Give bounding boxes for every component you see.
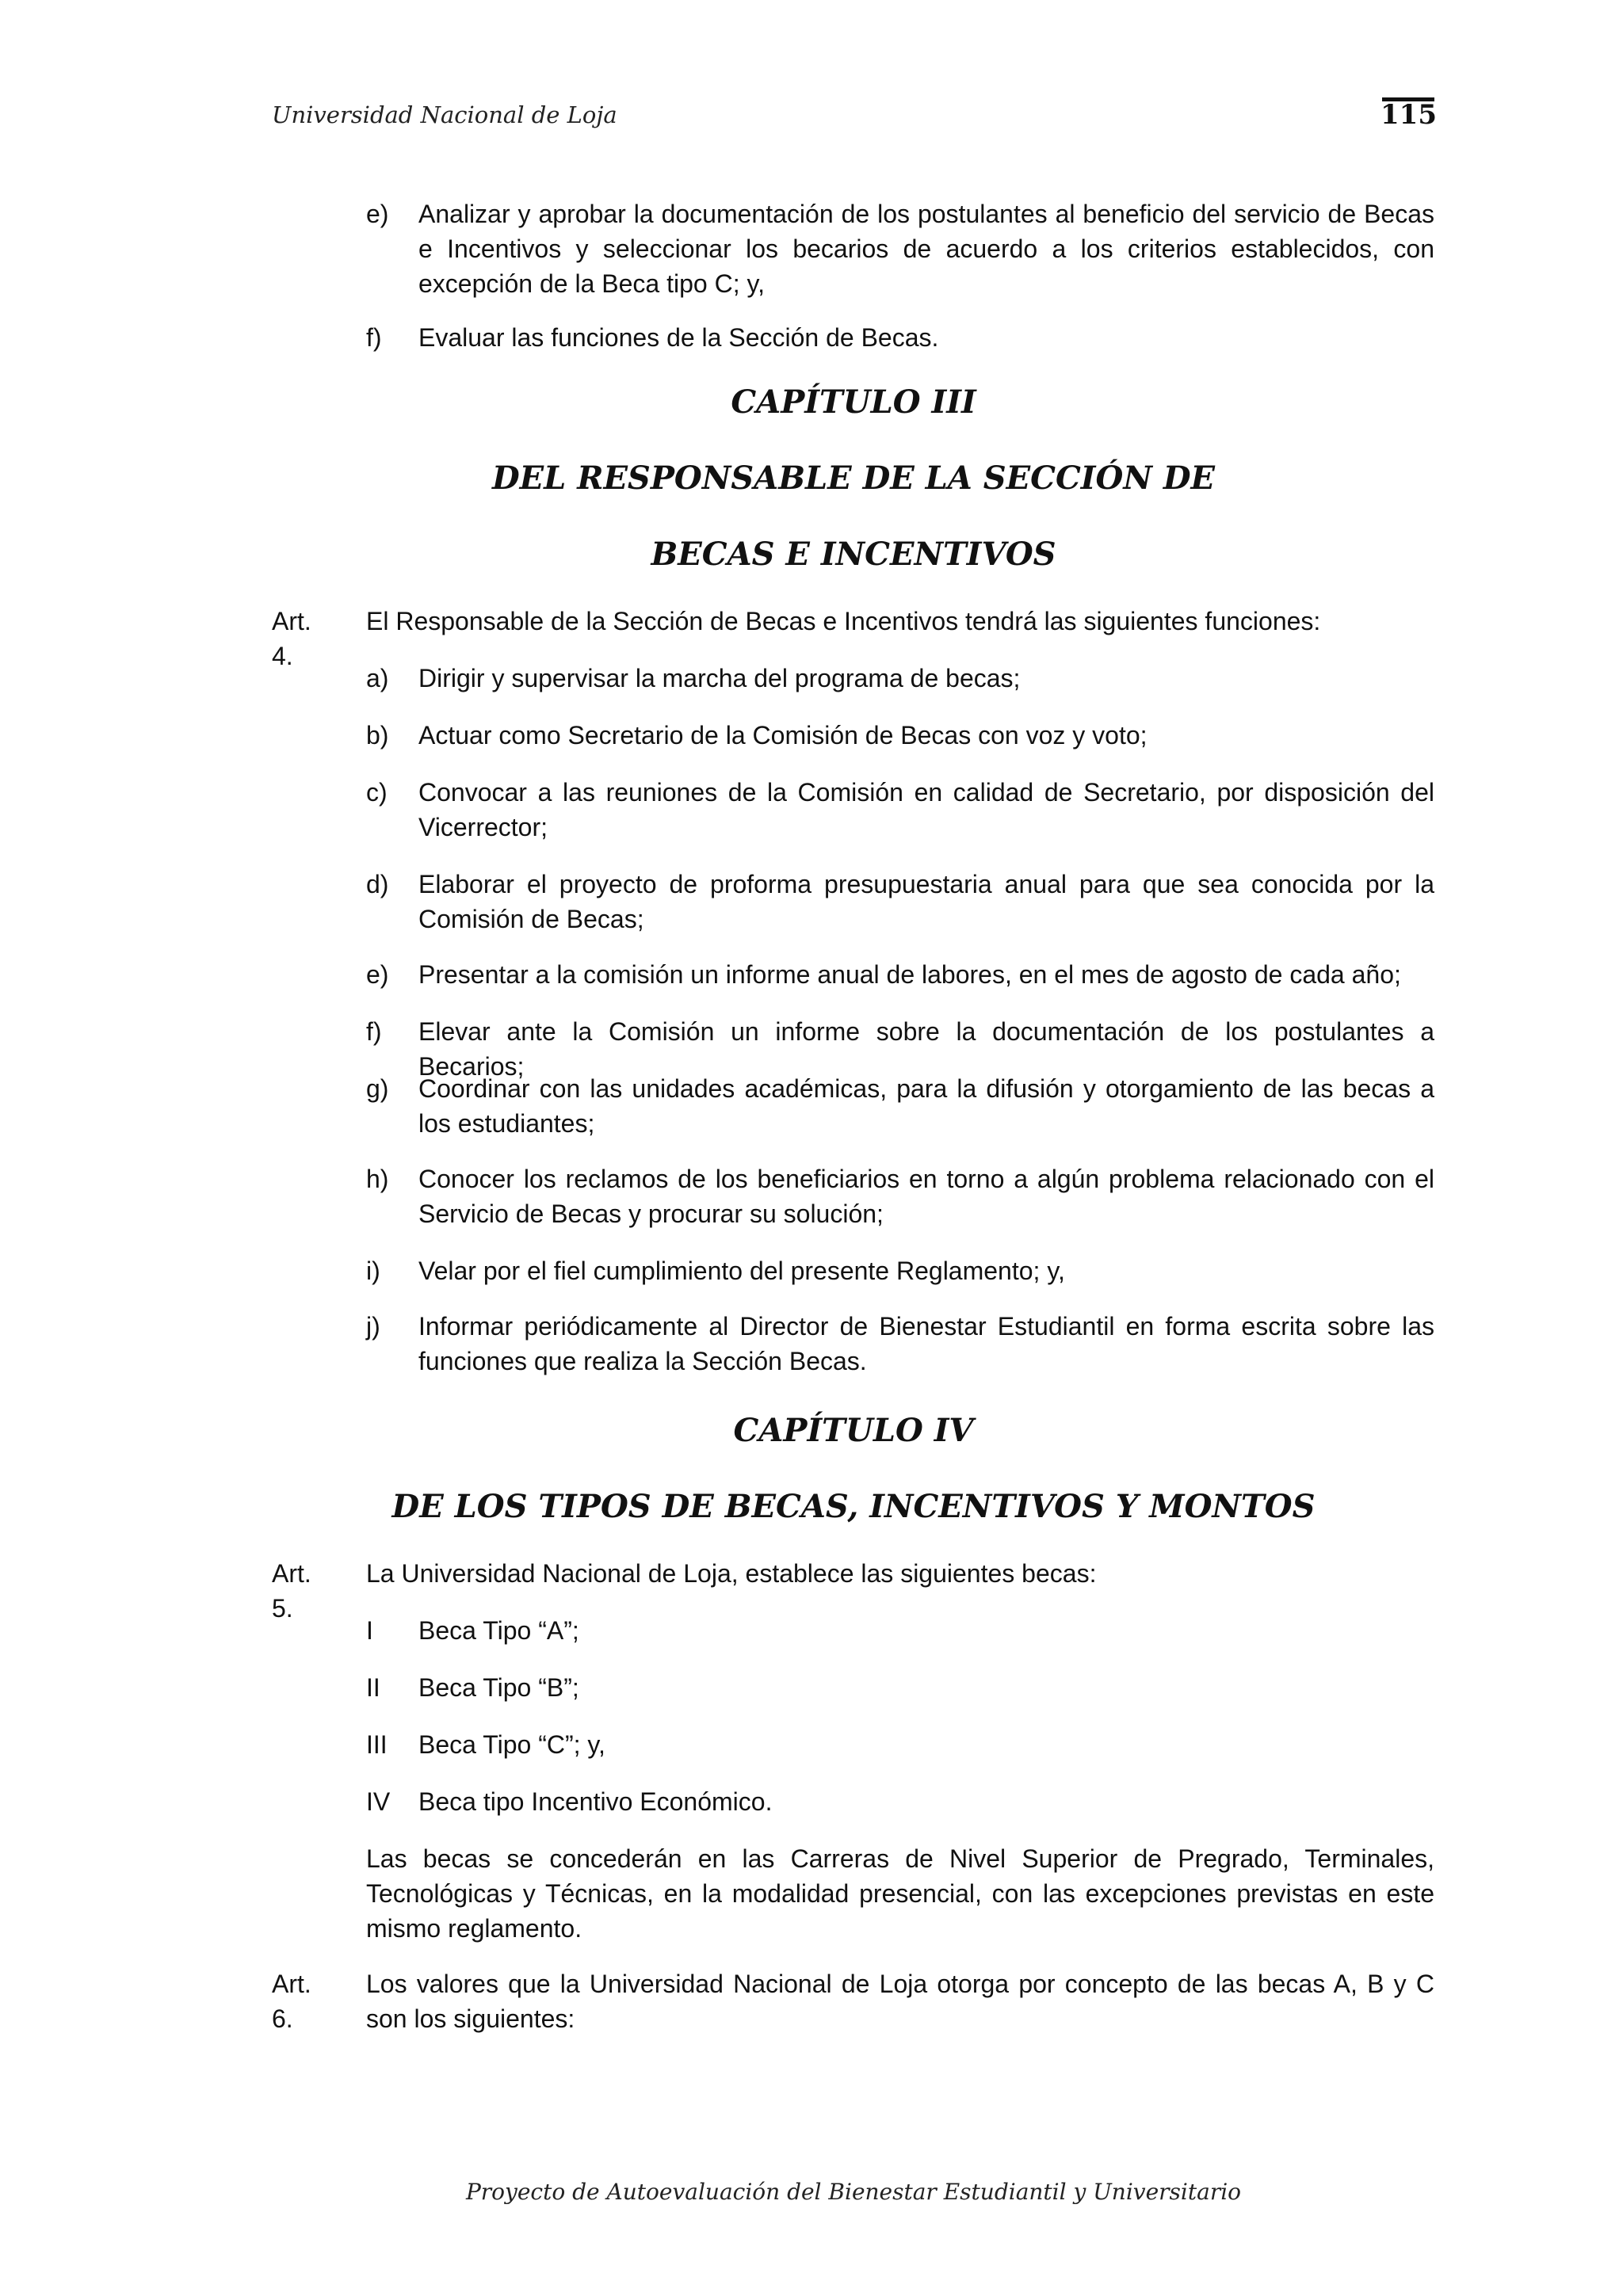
list-item-text: Elaborar el proyecto de proforma presupuestaria anual para que sea conocida por la Comisión de Becas; — [418, 870, 1434, 933]
chapter-title: CAPÍTULO III — [731, 383, 976, 421]
article-number: Art. 4. — [272, 607, 311, 670]
list-item-text: Beca tipo Incentivo Económico. — [418, 1787, 773, 1816]
chapter-title: CAPÍTULO IV — [733, 1412, 974, 1449]
list-marker: a) — [366, 664, 389, 692]
chapter-subtitle: DEL RESPONSABLE DE LA SECCIÓN DE — [491, 460, 1216, 497]
list-marker: f) — [366, 1017, 382, 1046]
article-text: El Responsable de la Sección de Becas e Incentivos tendrá las siguientes funciones: — [366, 607, 1321, 635]
list-item-text: Beca Tipo “A”; — [418, 1616, 579, 1645]
list-item-text: Coordinar con las unidades académicas, para la difusión y otorgamiento de las becas a los estudiantes; — [418, 1074, 1434, 1138]
list-item-text: Beca Tipo “B”; — [418, 1673, 579, 1702]
list-marker: e) — [366, 200, 389, 228]
page-number: 115 — [1381, 99, 1437, 131]
list-marker: b) — [366, 721, 389, 749]
list-item-text: Convocar a las reuniones de la Comisión en calidad de Secretario, por disposición del Vicerrector; — [418, 778, 1434, 841]
list-marker: e) — [366, 960, 389, 989]
running-footer: Proyecto de Autoevaluación del Bienestar Estudiantil y Universitario — [465, 2179, 1242, 2205]
list-marker: III — [366, 1730, 388, 1759]
list-item-text: Evaluar las funciones de la Sección de Becas. — [418, 323, 939, 352]
chapter-subtitle: DE LOS TIPOS DE BECAS, INCENTIVOS Y MONTOS — [391, 1488, 1316, 1525]
list-marker: IV — [366, 1787, 391, 1816]
article-number: Art. 6. — [272, 1970, 311, 2033]
list-marker: g) — [366, 1074, 389, 1103]
list-marker: j) — [366, 1312, 380, 1341]
list-item-text: Informar periódicamente al Director de Bienestar Estudiantil en forma escrita sobre las funciones que realiza la Sección Becas. — [418, 1312, 1434, 1375]
article-text: Los valores que la Universidad Nacional de Loja otorga por concepto de las becas A, B y C son los siguientes: — [366, 1970, 1434, 2033]
list-item-text: Elevar ante la Comisión un informe sobre la documentación de los postulantes a Becarios; — [418, 1017, 1434, 1081]
chapter-subtitle: BECAS E INCENTIVOS — [651, 536, 1056, 573]
list-item-text: Dirigir y supervisar la marcha del programa de becas; — [418, 664, 1021, 692]
list-item-text: Beca Tipo “C”; y, — [418, 1730, 605, 1759]
article-number: Art. 5. — [272, 1559, 311, 1623]
list-marker: f) — [366, 323, 382, 352]
list-marker: h) — [366, 1165, 389, 1193]
list-marker: c) — [366, 778, 388, 807]
list-marker: II — [366, 1673, 380, 1702]
list-item-text: Presentar a la comisión un informe anual de labores, en el mes de agosto de cada año; — [418, 960, 1401, 989]
list-item-text: Actuar como Secretario de la Comisión de Becas con voz y voto; — [418, 721, 1148, 749]
list-item-text: Velar por el fiel cumplimiento del presente Reglamento; y, — [418, 1257, 1065, 1285]
paragraph-text: Las becas se concederán en las Carreras de Nivel Superior de Pregrado, Terminales, Tecnológicas y Técnicas, en la modalidad presencial, con las excepciones previstas en este mismo reglamento. — [366, 1844, 1434, 1943]
list-marker: I — [366, 1616, 373, 1645]
article-text: La Universidad Nacional de Loja, establece las siguientes becas: — [366, 1559, 1097, 1588]
list-item-text: Conocer los reclamos de los beneficiarios en torno a algún problema relacionado con el Servicio de Becas y procurar su solución; — [418, 1165, 1434, 1228]
list-marker: i) — [366, 1257, 380, 1285]
list-item-text: Analizar y aprobar la documentación de los postulantes al beneficio del servicio de Becas e Incentivos y seleccionar los becarios de acuerdo a los criterios establecidos, con excepción de la Beca tipo C; y, — [418, 200, 1434, 298]
running-header: Universidad Nacional de Loja — [272, 101, 617, 128]
list-marker: d) — [366, 870, 389, 898]
